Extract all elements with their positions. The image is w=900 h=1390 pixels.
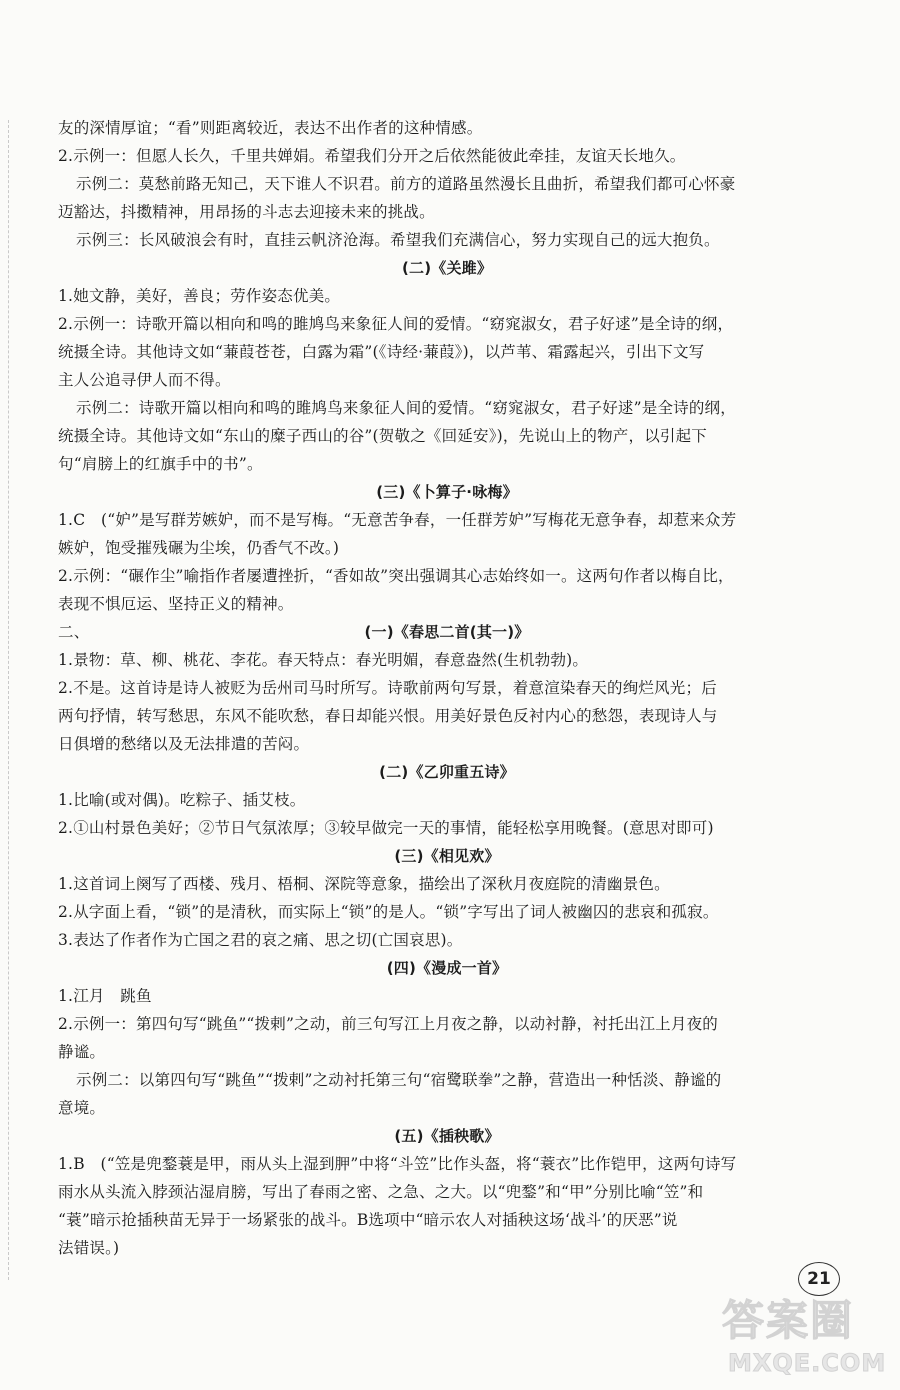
text-line: 静谧。 — [58, 1043, 106, 1061]
text-line: 统摄全诗。其他诗文如“蒹葭苍苍，白露为霜”(《诗经·蒹葭》)，以芦苇、霜露起兴，引出下文写 — [58, 343, 705, 361]
text-line: 句“肩膀上的红旗手中的书”。 — [58, 455, 263, 473]
page-number: 21 — [798, 1262, 840, 1296]
text-line: 意境。 — [58, 1099, 106, 1117]
text-line: 示例二：以第四句写“跳鱼”“拨剌”之动衬托第三句“宿鹭联拳”之静，营造出一种恬淡、静谧的 — [76, 1071, 722, 1089]
watermark-logo: 答案圈 — [722, 1296, 855, 1345]
section-heading: (五)《插秧歌》 — [394, 1127, 500, 1145]
section-heading: (四)《漫成一首》 — [386, 959, 508, 977]
binding-margin-line — [8, 120, 9, 1280]
text-line: 雨水从头流入脖颈沾湿肩膀，写出了春雨之密、之急、之大。以“兜鍪”和“甲”分别比喻“笠”和 — [58, 1183, 704, 1201]
section-heading: (一)《春思二首(其一)》 — [364, 623, 530, 641]
text-line: 2.从字面上看，“锁”的是清秋，而实际上“锁”的是人。“锁”字写出了词人被幽囚的悲哀和孤寂。 — [58, 903, 719, 921]
part-number: 二、 — [58, 623, 90, 641]
text-line: 1.她文静，美好，善良；劳作姿态优美。 — [58, 287, 341, 305]
text-line: “蓑”暗示抢插秧苗无异于一场紧张的战斗。B选项中“暗示农人对插秧这场‘战斗’的厌恶”说 — [58, 1211, 678, 1229]
text-line: 2.①山村景色美好；②节日气氛浓厚；③较早做完一天的事情，能轻松享用晚餐。(意思对即可) — [58, 819, 714, 837]
text-line: 统摄全诗。其他诗文如“东山的糜子西山的谷”(贺敬之《回延安》)，先说山上的物产，以引起下 — [58, 427, 707, 445]
text-line: 友的深情厚谊；“看”则距离较近，表达不出作者的这种情感。 — [58, 119, 483, 137]
text-line: 1.B (“笠是兜鍪蓑是甲，雨从头上湿到胛”中将“斗笠”比作头盔，将“蓑衣”比作铠甲，这两句诗写 — [58, 1155, 737, 1173]
text-line: 1.C (“妒”是写群芳嫉妒，而不是写梅。“无意苦争春，一任群芳妒”写梅花无意争春，却惹来众芳 — [58, 511, 737, 529]
text-line: 日俱增的愁绪以及无法排遣的苦闷。 — [58, 735, 310, 753]
text-line: 2.示例：“碾作尘”喻指作者屡遭挫折，“香如故”突出强调其心志始终如一。这两句作者以梅自比， — [58, 567, 734, 585]
text-line: 示例三：长风破浪会有时，直挂云帆济沧海。希望我们充满信心，努力实现自己的远大抱负。 — [76, 231, 720, 249]
text-line: 3.表达了作者作为亡国之君的哀之痛、思之切(亡国哀思)。 — [58, 931, 463, 949]
text-line: 2.示例一：第四句写“跳鱼”“拨剌”之动，前三句写江上月夜之静，以动衬静，衬托出江上月夜的 — [58, 1015, 718, 1033]
section-heading: (二)《关雎》 — [401, 259, 493, 277]
text-line: 1.江月 跳鱼 — [58, 987, 152, 1005]
section-heading-row — [58, 618, 836, 646]
text-line: 1.这首词上阕写了西楼、残月、梧桐、深院等意象，描绘出了深秋月夜庭院的清幽景色。 — [58, 875, 670, 893]
section-heading: (二)《乙卯重五诗》 — [379, 763, 515, 781]
text-line: 两句抒情，转写愁思，东风不能吹愁，春日却能兴恨。用美好景色反衬内心的愁怨，表现诗人与 — [58, 707, 718, 725]
text-line: 示例二：诗歌开篇以相向和鸣的雎鸠鸟来象征人间的爱情。“窈窕淑女，君子好逑”是全诗的纲， — [76, 399, 736, 417]
watermark-url: MXQE.COM — [728, 1349, 887, 1377]
text-line: 示例二：莫愁前路无知己，天下谁人不识君。前方的道路虽然漫长且曲折，希望我们都可心怀豪 — [76, 175, 736, 193]
text-line: 1.景物：草、柳、桃花、李花。春天特点：春光明媚，春意盎然(生机勃勃)。 — [58, 651, 589, 669]
text-line: 2.示例一：但愿人长久，千里共婵娟。希望我们分开之后依然能彼此牵挂，友谊天长地久。 — [58, 147, 686, 165]
section-heading: (三)《卜算子·咏梅》 — [376, 483, 518, 501]
answer-content — [58, 114, 836, 1262]
text-line: 1.比喻(或对偶)。吃粽子、插艾枝。 — [58, 791, 306, 809]
text-line: 法错误。) — [58, 1239, 120, 1257]
text-line: 迈豁达，抖擞精神，用昂扬的斗志去迎接未来的挑战。 — [58, 203, 435, 221]
text-line: 嫉妒，饱受摧残碾为尘埃，仍香气不改。) — [58, 539, 340, 557]
text-line: 2.不是。这首诗是诗人被贬为岳州司马时所写。诗歌前两句写景，着意渲染春天的绚烂风光；后 — [58, 679, 717, 697]
text-line: 主人公追寻伊人而不得。 — [58, 371, 231, 389]
section-heading: (三)《相见欢》 — [394, 847, 500, 865]
text-line: 2.示例一：诗歌开篇以相向和鸣的雎鸠鸟来象征人间的爱情。“窈窕淑女，君子好逑”是全诗的纲， — [58, 315, 734, 333]
text-line: 表现不惧厄运、坚持正义的精神。 — [58, 595, 294, 613]
